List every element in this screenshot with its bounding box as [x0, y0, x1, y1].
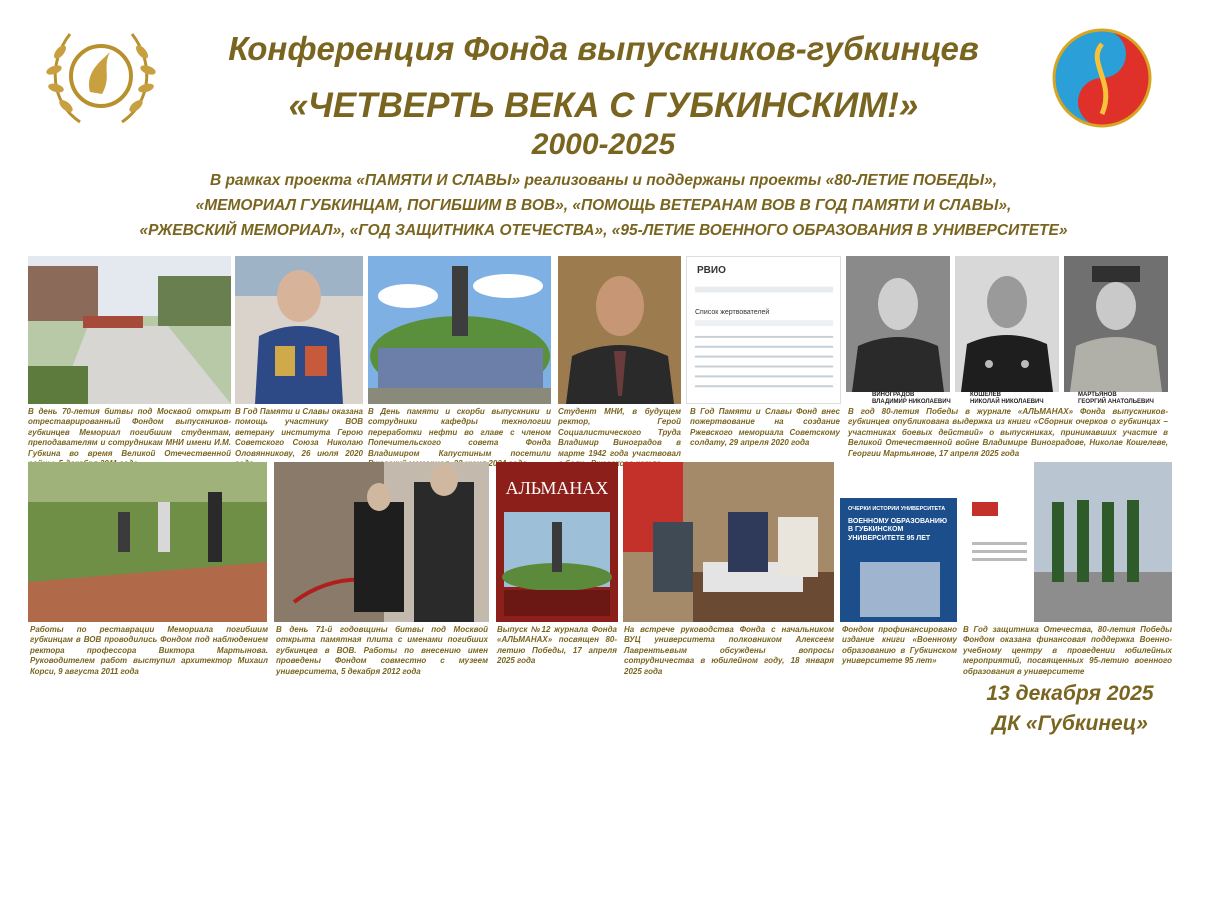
caption-10: На встрече руководства Фонда с начальником ВУЦ университета полковником Алексеем Лаврентьевым обсуждены вопросы сотрудничества в юбилейном году, 18 января 2025 года [624, 625, 834, 676]
book-series: ОЧЕРКИ ИСТОРИИ УНИВЕРСИТЕТА [848, 506, 946, 512]
name-tag-vinogradov [872, 392, 951, 405]
name-surname: МАРТЬЯНОВ [1078, 392, 1117, 398]
subtitle-line-2: «МЕМОРИАЛ ГУБКИНЦАМ, ПОГИБШИМ В ВОВ», «ПОМОЩЬ ВЕТЕРАНАМ ВОВ В ГОД ПАМЯТИ И СЛАВЫ», [195, 197, 1012, 214]
name-surname: КОШЕЛЕВ [970, 392, 1001, 398]
title-years: 2000-2025 [531, 128, 676, 161]
photo-veteran [235, 256, 363, 404]
magazine-title: АЛЬМАНАХ [505, 478, 609, 498]
photo-rector-portrait [558, 256, 681, 404]
name-surname: ВИНОГРАДОВ [872, 392, 915, 398]
photo-memorial-plate-opening [274, 462, 489, 622]
caption-8: В день 71-й годовщины битвы под Москвой открыта памятная плита с именами погибших губкинцев в ВОВ. Работы по внесению имен проведены Фондом совместно с музеем университета, 5 декабря 2012 года [276, 625, 488, 676]
subtitle-line-1: В рамках проекта «ПАМЯТИ И СЛАВЫ» реализованы и поддержаны проекты «80-ЛЕТИЕ ПОБЕДЫ», [210, 172, 997, 189]
subtitle-line-3: «РЖЕВСКИЙ МЕМОРИАЛ», «ГОД ЗАЩИТНИКА ОТЕЧЕСТВА», «95-ЛЕТИЕ ВОЕННОГО ОБРАЗОВАНИЯ В УНИВЕРСИТЕТЕ» [139, 222, 1068, 239]
donors-list-title: Список жертвователей [695, 309, 770, 316]
caption-7: Работы по реставрации Мемориала погибшим губкинцам в ВОВ проводились Фондом под наблюдением ректора профессора Виктора Мартынова. Руководителем работ выступил архитектор Михаил Корси, 9 августа 2011 года [30, 625, 268, 676]
photo-memorial-park [28, 256, 231, 404]
photo-donors-list-screenshot [686, 256, 841, 404]
photo-parade-poster [962, 462, 1172, 622]
caption-12: В Год защитника Отечества, 80-летия Победы Фондом оказана финансовая поддержка Военно-учебному центру в проведении юбилейных мероприятий, посвященных 95-летию военного образования в университете [963, 625, 1172, 676]
title-line-1: Конференция Фонда выпускников-губкинцев [228, 30, 979, 67]
name-given: ВЛАДИМИР НИКОЛАЕВИЧ [872, 398, 951, 405]
rvio-brand: РВИО [697, 265, 726, 276]
caption-9: Выпуск №12 журнала Фонда «АЛЬМАНАХ» посвящен 80-летию Победы, 17 апреля 2025 года [497, 625, 617, 666]
caption-4: Студент МНИ, в будущем ректор, Герой Социалистического Труда Владимир Виноградов в марте 1942 года участвовал [558, 407, 681, 458]
photo-restoration-works [28, 462, 267, 622]
photo-almanakh-magazine [496, 462, 618, 622]
photo-vinogradov [846, 256, 950, 392]
event-date: 13 декабря 2025 [986, 682, 1154, 705]
caption-2: В Год Памяти и Славы оказана помощь участнику ВОВ ветерану института Герою Советского Союза Николаю Оловянникову, 26 июля 2020 [235, 407, 363, 458]
name-given: ГЕОРГИЙ АНАТОЛЬЕВИЧ [1078, 398, 1154, 405]
name-given: НИКОЛАЙ НИКОЛАЕВИЧ [970, 398, 1044, 405]
title-line-2: «ЧЕТВЕРТЬ ВЕКА С ГУБКИНСКИМ!» [288, 86, 919, 125]
caption-1: В день 70-летия битвы под Москвой открыт отреставрированный Фондом выпускников-губкинцев Мемориал погибшим студентам, преподавателям и сотрудникам МНИ имени И.М. Губкина во время Великой Отечественной [28, 407, 231, 458]
caption-6: В год 80-летия Победы в журнале «АЛЬМАНАХ» Фонда выпускников-губкинцев опубликована выдержка из книги «Сборник очерков о губкинцах – участниках боевых действий» о выпускниках, принимавших участие в Великой Отечественной войне Владимире Виноградове, Николае Кошелеве, Георгии Мартьянове, 17 апреля 2025 года [848, 407, 1168, 458]
event-venue: ДК «Губкинец» [992, 712, 1148, 735]
caption-11: Фондом профинансировано издание книги «Военному образованию в Губкинском университете 95 лет» [842, 625, 957, 666]
book-title: ВОЕННОМУ ОБРАЗОВАНИЮ В ГУБКИНСКОМ УНИВЕРСИТЕТЕ 95 ЛЕТ [848, 518, 948, 542]
name-tag-martyanov [1078, 392, 1154, 405]
photo-meeting-vuc [623, 462, 834, 622]
photo-koshelev [955, 256, 1059, 392]
caption-3: В День памяти и скорби выпускники и сотрудники кафедры технологии переработки нефти во главе с членом Попечительского совета Фонда Владимиром Капустиным посетили [368, 407, 551, 458]
name-tag-koshelev [970, 392, 1044, 405]
caption-5: В Год Памяти и Славы Фонд внес пожертвование на создание Ржевского мемориала Советскому солдату, 29 апреля 2020 года [690, 407, 840, 448]
photo-military-education-book [840, 462, 957, 622]
photo-martyanov [1064, 256, 1168, 392]
photo-rzhev-memorial-group [368, 256, 551, 404]
